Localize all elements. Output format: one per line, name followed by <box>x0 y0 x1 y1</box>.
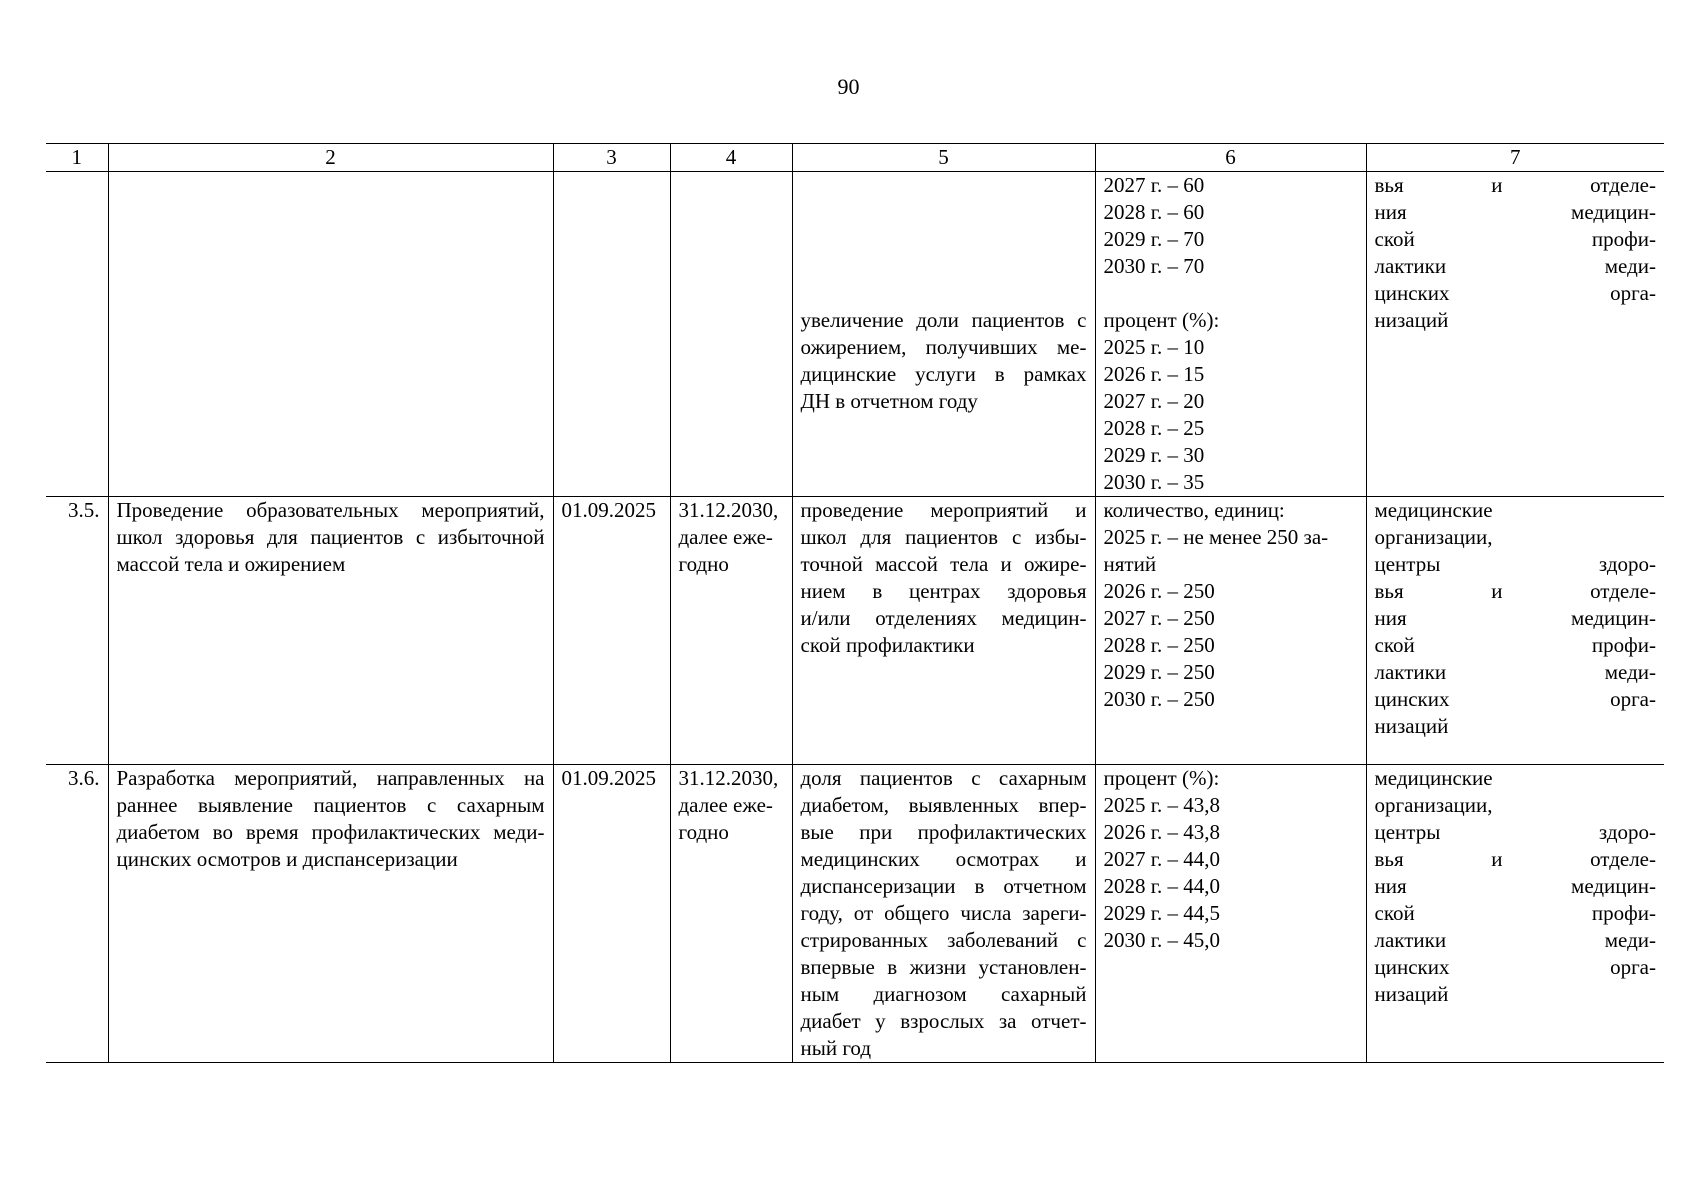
column-header: 4 <box>670 144 792 172</box>
text-line: 31.12.2030, <box>678 766 779 790</box>
text-line: низаций <box>1374 714 1449 738</box>
text-line: цинских орга- <box>1374 281 1656 305</box>
text-line: 2028 г. – 25 <box>1103 416 1205 440</box>
text-line: 2030 г. – 250 <box>1103 687 1215 711</box>
table-row <box>46 765 1664 1063</box>
start-date <box>553 172 670 497</box>
responsible-cell <box>1366 765 1664 1063</box>
column-header: 6 <box>1095 144 1366 172</box>
text-line: 2025 г. – 43,8 <box>1103 793 1220 817</box>
text-line: низаций <box>1374 308 1449 332</box>
text-line: организации, <box>1374 525 1493 549</box>
table-row <box>46 172 1664 497</box>
text-line: организации, <box>1374 793 1493 817</box>
text-line: 2026 г. – 43,8 <box>1103 820 1220 844</box>
text-line: медицинские <box>1374 766 1493 790</box>
column-header: 2 <box>108 144 553 172</box>
text-line: 2030 г. – 35 <box>1103 470 1205 494</box>
activity-title <box>108 172 553 497</box>
text-line: ской профи- <box>1374 901 1656 925</box>
text-line: дицинские услуги в рамках <box>800 362 1087 386</box>
text-line: ской профи- <box>1374 227 1656 251</box>
text-line: 2027 г. – 60 <box>1103 173 1205 197</box>
activity-title <box>108 765 553 1063</box>
text-line: стрированных заболеваний с <box>800 928 1087 952</box>
text-line: лактики меди- <box>1374 254 1656 278</box>
text-line: ный год <box>800 1036 872 1060</box>
text-line: диабетом, выявленных впер- <box>800 793 1087 817</box>
text-line: ным диагнозом сахарный <box>800 982 1087 1006</box>
text-line: процент (%): <box>1103 308 1220 332</box>
text-line: 2028 г. – 60 <box>1103 200 1205 224</box>
activity-title <box>108 497 553 765</box>
text-line: массой тела и ожирением <box>116 552 346 576</box>
text-line: вья и отделе- <box>1374 173 1656 197</box>
target-values-cell <box>1095 172 1366 497</box>
text-line: 2029 г. – 30 <box>1103 443 1205 467</box>
column-header: 3 <box>553 144 670 172</box>
text-line: точной массой тела и ожире- <box>800 552 1087 576</box>
text-line: ния медицин- <box>1374 200 1656 224</box>
text-line: 2027 г. – 20 <box>1103 389 1205 413</box>
text-line: ской профилактики <box>800 633 975 657</box>
text-line: 31.12.2030, <box>678 498 779 522</box>
text-line: 2027 г. – 44,0 <box>1103 847 1220 871</box>
text-line: вья и отделе- <box>1374 847 1656 871</box>
text-line: впервые в жизни установлен- <box>800 955 1087 979</box>
row-number <box>46 172 108 497</box>
text-line: ния медицин- <box>1374 606 1656 630</box>
text-line: нятий <box>1103 552 1157 576</box>
text-line: проведение мероприятий и <box>800 498 1087 522</box>
text-line: 2026 г. – 250 <box>1103 579 1215 603</box>
text-line: ской профи- <box>1374 633 1656 657</box>
row-number: 3.6. <box>46 765 108 1063</box>
header-row <box>46 144 1664 172</box>
text-line: 2029 г. – 250 <box>1103 660 1215 684</box>
text-line: диабетом во время профилактических меди- <box>116 820 545 844</box>
text-line: школ здоровья для пациентов с избыточной <box>116 525 545 549</box>
text-line: годно <box>678 552 729 576</box>
text-line: ожирением, получивших ме- <box>800 335 1087 359</box>
text-line: количество, единиц: <box>1103 498 1285 522</box>
text-line: доля пациентов с сахарным <box>800 766 1087 790</box>
target-values-cell <box>1095 497 1366 765</box>
text-line: 2027 г. – 250 <box>1103 606 1215 630</box>
text-line: 2029 г. – 70 <box>1103 227 1205 251</box>
target-values-cell <box>1095 765 1366 1063</box>
indicator-cell <box>792 172 1095 497</box>
text-line: нием в центрах здоровья <box>800 579 1087 603</box>
text-line: диабет у взрослых за отчет- <box>800 1009 1087 1033</box>
text-line: центры здоро- <box>1374 552 1656 576</box>
column-header: 1 <box>46 144 108 172</box>
text-line: раннее выявление пациентов с сахарным <box>116 793 545 817</box>
text-line: 2028 г. – 250 <box>1103 633 1215 657</box>
text-line: вья и отделе- <box>1374 579 1656 603</box>
end-date <box>670 765 792 1063</box>
text-line: цинских орга- <box>1374 955 1656 979</box>
text-line: лактики меди- <box>1374 928 1656 952</box>
responsible-cell <box>1366 172 1664 497</box>
text-line: ДН в отчетном году <box>800 389 978 413</box>
text-line: 2029 г. – 44,5 <box>1103 901 1220 925</box>
page-number: 90 <box>837 74 860 99</box>
end-date <box>670 497 792 765</box>
text-line: лактики меди- <box>1374 660 1656 684</box>
row-number: 3.5. <box>46 497 108 765</box>
indicator-cell <box>792 765 1095 1063</box>
table-row <box>46 497 1664 765</box>
text-line: диспансеризации в отчетном <box>800 874 1087 898</box>
responsible-cell <box>1366 497 1664 765</box>
plan-table <box>46 143 1664 1063</box>
text-line: ния медицин- <box>1374 874 1656 898</box>
text-line: школ для пациентов с избы- <box>800 525 1087 549</box>
text-line: вые при профилактических <box>800 820 1087 844</box>
text-line: 2025 г. – 10 <box>1103 335 1205 359</box>
text-line: увеличение доли пациентов с <box>800 308 1087 332</box>
text-line: 2030 г. – 45,0 <box>1103 928 1220 952</box>
text-line: 2025 г. – не менее 250 за- <box>1103 525 1329 549</box>
text-line: и/или отделениях медицин- <box>800 606 1087 630</box>
text-line: 2030 г. – 70 <box>1103 254 1205 278</box>
text-line: Проведение образовательных мероприятий, <box>116 498 545 522</box>
end-date <box>670 172 792 497</box>
text-line: процент (%): <box>1103 766 1220 790</box>
text-line: медицинские <box>1374 498 1493 522</box>
text-line: цинских осмотров и диспансеризации <box>116 847 458 871</box>
text-line: 2026 г. – 15 <box>1103 362 1205 386</box>
column-header: 5 <box>792 144 1095 172</box>
text-line: медицинских осмотрах и <box>800 847 1087 871</box>
text-line: Разработка мероприятий, направленных на <box>116 766 545 790</box>
text-line: году, от общего числа зареги- <box>800 901 1087 925</box>
indicator-cell <box>792 497 1095 765</box>
text-line: далее еже- <box>678 793 773 817</box>
column-header: 7 <box>1366 144 1664 172</box>
start-date: 01.09.2025 <box>553 765 670 1063</box>
text-line: далее еже- <box>678 525 773 549</box>
text-line: низаций <box>1374 982 1449 1006</box>
start-date: 01.09.2025 <box>553 497 670 765</box>
text-line: центры здоро- <box>1374 820 1656 844</box>
text-line: 2028 г. – 44,0 <box>1103 874 1220 898</box>
text-line: цинских орга- <box>1374 687 1656 711</box>
text-line: годно <box>678 820 729 844</box>
